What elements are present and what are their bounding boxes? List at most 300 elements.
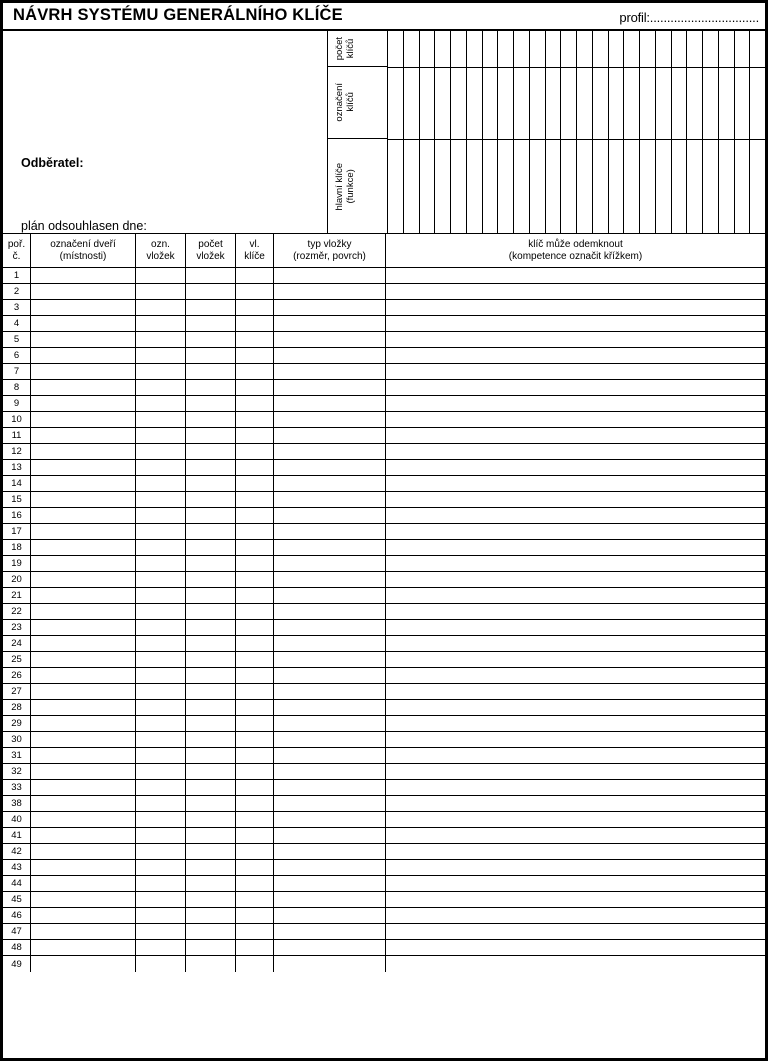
key-column-header-cell[interactable] xyxy=(388,31,404,233)
cell-door-designation[interactable] xyxy=(31,844,136,859)
cell-insert-marking[interactable] xyxy=(136,748,186,763)
row-number: 3 xyxy=(3,300,31,315)
cell-insert-marking[interactable] xyxy=(136,716,186,731)
key-column-header-cell[interactable] xyxy=(735,31,751,233)
cell-own-keys[interactable] xyxy=(236,844,274,859)
row-number: 19 xyxy=(3,556,31,571)
row-number: 41 xyxy=(3,828,31,843)
cell-insert-type[interactable] xyxy=(274,908,386,923)
cell-insert-marking[interactable] xyxy=(136,652,186,667)
cell-door-designation[interactable] xyxy=(31,828,136,843)
cell-insert-count[interactable] xyxy=(186,540,236,555)
cell-insert-type[interactable] xyxy=(274,556,386,571)
cell-door-designation[interactable] xyxy=(31,652,136,667)
cell-insert-type[interactable] xyxy=(274,380,386,395)
cell-insert-type[interactable] xyxy=(274,956,386,972)
cell-insert-marking[interactable] xyxy=(136,556,186,571)
key-column-header-cell[interactable] xyxy=(719,31,735,233)
cell-insert-marking[interactable] xyxy=(136,588,186,603)
key-column-header-cell[interactable] xyxy=(404,31,420,233)
cell-key-matrix xyxy=(386,924,765,939)
cell-insert-marking[interactable] xyxy=(136,844,186,859)
row-number: 27 xyxy=(3,684,31,699)
header-block xyxy=(3,31,765,234)
cell-door-designation[interactable] xyxy=(31,412,136,427)
table-row xyxy=(3,812,765,828)
plan-approved-label: plán odsouhlasen dne: xyxy=(21,219,147,233)
cell-own-keys[interactable] xyxy=(236,316,274,331)
cell-insert-type[interactable] xyxy=(274,588,386,603)
cell-door-designation[interactable] xyxy=(31,924,136,939)
cell-door-designation[interactable] xyxy=(31,332,136,347)
cell-insert-marking[interactable] xyxy=(136,380,186,395)
cell-insert-type[interactable] xyxy=(274,524,386,539)
cell-insert-count[interactable] xyxy=(186,316,236,331)
cell-insert-marking[interactable] xyxy=(136,732,186,747)
cell-insert-type[interactable] xyxy=(274,860,386,875)
key-column-header-cell[interactable] xyxy=(577,31,593,233)
cell-insert-count[interactable] xyxy=(186,604,236,619)
cell-insert-type[interactable] xyxy=(274,796,386,811)
cell-door-designation[interactable] xyxy=(31,460,136,475)
cell-insert-count[interactable] xyxy=(186,748,236,763)
cell-insert-count[interactable] xyxy=(186,684,236,699)
cell-insert-marking[interactable] xyxy=(136,668,186,683)
key-column-header-cell[interactable] xyxy=(593,31,609,233)
cell-insert-marking[interactable] xyxy=(136,476,186,491)
cell-own-keys[interactable] xyxy=(236,924,274,939)
cell-key-matrix xyxy=(386,604,765,619)
cell-own-keys[interactable] xyxy=(236,940,274,955)
cell-own-keys[interactable] xyxy=(236,668,274,683)
cell-own-keys[interactable] xyxy=(236,908,274,923)
cell-insert-marking[interactable] xyxy=(136,860,186,875)
key-column-header-cell[interactable] xyxy=(703,31,719,233)
cell-door-designation[interactable] xyxy=(31,364,136,379)
key-column-header-cell[interactable] xyxy=(609,31,625,233)
cell-key-matrix xyxy=(386,652,765,667)
cell-insert-count[interactable] xyxy=(186,732,236,747)
cell-door-designation[interactable] xyxy=(31,684,136,699)
cell-own-keys[interactable] xyxy=(236,812,274,827)
cell-own-keys[interactable] xyxy=(236,652,274,667)
cell-door-designation[interactable] xyxy=(31,860,136,875)
header-key-can-unlock xyxy=(386,234,765,267)
cell-insert-type[interactable] xyxy=(274,348,386,363)
cell-door-designation[interactable] xyxy=(31,780,136,795)
cell-door-designation[interactable] xyxy=(31,524,136,539)
cell-door-designation[interactable] xyxy=(31,700,136,715)
cell-insert-marking[interactable] xyxy=(136,572,186,587)
cell-insert-count[interactable] xyxy=(186,332,236,347)
row-number: 7 xyxy=(3,364,31,379)
key-column-header-cell[interactable] xyxy=(656,31,672,233)
cell-key-matrix xyxy=(386,492,765,507)
cell-insert-marking[interactable] xyxy=(136,508,186,523)
cell-insert-marking[interactable] xyxy=(136,396,186,411)
cell-insert-count[interactable] xyxy=(186,652,236,667)
key-column-divider xyxy=(467,139,482,140)
cell-own-keys[interactable] xyxy=(236,892,274,907)
cell-insert-marking[interactable] xyxy=(136,428,186,443)
key-column-header-cell[interactable] xyxy=(451,31,467,233)
cell-own-keys[interactable] xyxy=(236,476,274,491)
cell-insert-marking[interactable] xyxy=(136,636,186,651)
cell-door-designation[interactable] xyxy=(31,796,136,811)
cell-insert-type[interactable] xyxy=(274,572,386,587)
cell-door-designation[interactable] xyxy=(31,588,136,603)
cell-insert-marking[interactable] xyxy=(136,268,186,283)
cell-insert-type[interactable] xyxy=(274,620,386,635)
cell-own-keys[interactable] xyxy=(236,732,274,747)
key-column-header-cell[interactable] xyxy=(498,31,514,233)
cell-insert-type[interactable] xyxy=(274,940,386,955)
cell-insert-count[interactable] xyxy=(186,764,236,779)
cell-own-keys[interactable] xyxy=(236,444,274,459)
cell-door-designation[interactable] xyxy=(31,476,136,491)
header-order-number xyxy=(3,234,31,267)
cell-insert-type[interactable] xyxy=(274,444,386,459)
key-column-header-cell[interactable] xyxy=(624,31,640,233)
cell-own-keys[interactable] xyxy=(236,684,274,699)
key-column-header-cell[interactable] xyxy=(420,31,436,233)
cell-insert-type[interactable] xyxy=(274,412,386,427)
cell-insert-type[interactable] xyxy=(274,732,386,747)
cell-insert-marking[interactable] xyxy=(136,284,186,299)
cell-insert-marking[interactable] xyxy=(136,444,186,459)
cell-own-keys[interactable] xyxy=(236,956,274,972)
table-row xyxy=(3,876,765,892)
cell-key-matrix xyxy=(386,780,765,795)
cell-insert-marking[interactable] xyxy=(136,876,186,891)
cell-insert-marking[interactable] xyxy=(136,780,186,795)
cell-insert-count[interactable] xyxy=(186,796,236,811)
header-line1: počet xyxy=(198,238,223,250)
cell-insert-marking[interactable] xyxy=(136,316,186,331)
key-column-header-cell[interactable] xyxy=(435,31,451,233)
cell-insert-marking[interactable] xyxy=(136,540,186,555)
cell-insert-marking[interactable] xyxy=(136,604,186,619)
cell-insert-type[interactable] xyxy=(274,300,386,315)
cell-insert-count[interactable] xyxy=(186,300,236,315)
key-column-divider xyxy=(609,67,624,68)
cell-door-designation[interactable] xyxy=(31,732,136,747)
cell-insert-count[interactable] xyxy=(186,620,236,635)
cell-own-keys[interactable] xyxy=(236,764,274,779)
cell-insert-type[interactable] xyxy=(274,396,386,411)
cell-own-keys[interactable] xyxy=(236,828,274,843)
cell-insert-marking[interactable] xyxy=(136,460,186,475)
cell-insert-marking[interactable] xyxy=(136,524,186,539)
cell-insert-count[interactable] xyxy=(186,812,236,827)
key-column-header-cell[interactable] xyxy=(467,31,483,233)
cell-door-designation[interactable] xyxy=(31,636,136,651)
row-number: 8 xyxy=(3,380,31,395)
cell-door-designation[interactable] xyxy=(31,812,136,827)
cell-insert-count[interactable] xyxy=(186,284,236,299)
cell-insert-type[interactable] xyxy=(274,332,386,347)
cell-key-matrix xyxy=(386,892,765,907)
cell-insert-marking[interactable] xyxy=(136,700,186,715)
cell-insert-marking[interactable] xyxy=(136,620,186,635)
cell-door-designation[interactable] xyxy=(31,396,136,411)
cell-own-keys[interactable] xyxy=(236,348,274,363)
table-row xyxy=(3,764,765,780)
cell-own-keys[interactable] xyxy=(236,860,274,875)
cell-insert-count[interactable] xyxy=(186,572,236,587)
cell-insert-count[interactable] xyxy=(186,524,236,539)
cell-own-keys[interactable] xyxy=(236,364,274,379)
cell-insert-type[interactable] xyxy=(274,540,386,555)
cell-insert-count[interactable] xyxy=(186,364,236,379)
vlabel-line1: hlavní klíče xyxy=(334,162,345,211)
cell-insert-type[interactable] xyxy=(274,876,386,891)
cell-insert-type[interactable] xyxy=(274,428,386,443)
cell-insert-type[interactable] xyxy=(274,764,386,779)
cell-own-keys[interactable] xyxy=(236,332,274,347)
cell-door-designation[interactable] xyxy=(31,348,136,363)
header-line1: označení dveří xyxy=(50,238,116,250)
cell-own-keys[interactable] xyxy=(236,268,274,283)
cell-door-designation[interactable] xyxy=(31,892,136,907)
cell-insert-count[interactable] xyxy=(186,508,236,523)
cell-insert-count[interactable] xyxy=(186,828,236,843)
cell-door-designation[interactable] xyxy=(31,300,136,315)
key-column-divider xyxy=(530,67,545,68)
table-row xyxy=(3,684,765,700)
cell-insert-marking[interactable] xyxy=(136,892,186,907)
cell-insert-type[interactable] xyxy=(274,284,386,299)
cell-key-matrix xyxy=(386,668,765,683)
cell-insert-type[interactable] xyxy=(274,892,386,907)
cell-door-designation[interactable] xyxy=(31,268,136,283)
row-number: 26 xyxy=(3,668,31,683)
cell-door-designation[interactable] xyxy=(31,604,136,619)
cell-insert-marking[interactable] xyxy=(136,492,186,507)
cell-insert-count[interactable] xyxy=(186,876,236,891)
cell-insert-type[interactable] xyxy=(274,684,386,699)
cell-own-keys[interactable] xyxy=(236,716,274,731)
cell-own-keys[interactable] xyxy=(236,460,274,475)
cell-insert-marking[interactable] xyxy=(136,956,186,972)
cell-own-keys[interactable] xyxy=(236,636,274,651)
cell-own-keys[interactable] xyxy=(236,396,274,411)
cell-insert-marking[interactable] xyxy=(136,364,186,379)
cell-insert-count[interactable] xyxy=(186,940,236,955)
cell-own-keys[interactable] xyxy=(236,556,274,571)
vertical-label-key-marking xyxy=(328,67,387,139)
row-number: 11 xyxy=(3,428,31,443)
cell-door-designation[interactable] xyxy=(31,748,136,763)
cell-insert-count[interactable] xyxy=(186,460,236,475)
cell-own-keys[interactable] xyxy=(236,300,274,315)
cell-insert-type[interactable] xyxy=(274,268,386,283)
table-row xyxy=(3,508,765,524)
key-column-divider xyxy=(750,67,765,68)
key-column-header-cell[interactable] xyxy=(530,31,546,233)
cell-door-designation[interactable] xyxy=(31,556,136,571)
cell-insert-marking[interactable] xyxy=(136,924,186,939)
key-column-header-cell[interactable] xyxy=(750,31,765,233)
cell-door-designation[interactable] xyxy=(31,508,136,523)
cell-door-designation[interactable] xyxy=(31,956,136,972)
cell-insert-count[interactable] xyxy=(186,924,236,939)
cell-insert-count[interactable] xyxy=(186,428,236,443)
cell-insert-type[interactable] xyxy=(274,924,386,939)
cell-door-designation[interactable] xyxy=(31,380,136,395)
cell-key-matrix xyxy=(386,684,765,699)
cell-own-keys[interactable] xyxy=(236,588,274,603)
cell-insert-count[interactable] xyxy=(186,412,236,427)
customer-label: Odběratel: xyxy=(21,156,84,170)
cell-insert-type[interactable] xyxy=(274,844,386,859)
cell-insert-type[interactable] xyxy=(274,604,386,619)
cell-insert-count[interactable] xyxy=(186,636,236,651)
cell-door-designation[interactable] xyxy=(31,764,136,779)
cell-insert-type[interactable] xyxy=(274,476,386,491)
key-column-header-cell[interactable] xyxy=(561,31,577,233)
cell-door-designation[interactable] xyxy=(31,876,136,891)
cell-door-designation[interactable] xyxy=(31,428,136,443)
cell-insert-type[interactable] xyxy=(274,460,386,475)
cell-insert-count[interactable] xyxy=(186,348,236,363)
cell-door-designation[interactable] xyxy=(31,492,136,507)
cell-insert-type[interactable] xyxy=(274,716,386,731)
cell-insert-count[interactable] xyxy=(186,700,236,715)
key-column-divider xyxy=(530,139,545,140)
cell-insert-count[interactable] xyxy=(186,492,236,507)
cell-insert-count[interactable] xyxy=(186,716,236,731)
cell-insert-type[interactable] xyxy=(274,364,386,379)
cell-insert-count[interactable] xyxy=(186,556,236,571)
cell-insert-marking[interactable] xyxy=(136,828,186,843)
key-column-divider xyxy=(640,67,655,68)
cell-own-keys[interactable] xyxy=(236,876,274,891)
key-column-header-cell[interactable] xyxy=(546,31,562,233)
profile-field-label[interactable]: profil:................................ xyxy=(619,10,759,25)
cell-insert-type[interactable] xyxy=(274,652,386,667)
key-column-header-cell[interactable] xyxy=(483,31,499,233)
key-column-header-cell[interactable] xyxy=(687,31,703,233)
key-column-header-cell[interactable] xyxy=(514,31,530,233)
cell-insert-count[interactable] xyxy=(186,780,236,795)
cell-door-designation[interactable] xyxy=(31,716,136,731)
cell-own-keys[interactable] xyxy=(236,380,274,395)
cell-own-keys[interactable] xyxy=(236,540,274,555)
cell-insert-count[interactable] xyxy=(186,396,236,411)
key-column-header-cell[interactable] xyxy=(672,31,688,233)
cell-insert-marking[interactable] xyxy=(136,332,186,347)
cell-door-designation[interactable] xyxy=(31,908,136,923)
cell-own-keys[interactable] xyxy=(236,700,274,715)
row-number: 22 xyxy=(3,604,31,619)
cell-insert-type[interactable] xyxy=(274,492,386,507)
cell-insert-marking[interactable] xyxy=(136,812,186,827)
cell-door-designation[interactable] xyxy=(31,444,136,459)
cell-own-keys[interactable] xyxy=(236,604,274,619)
cell-insert-count[interactable] xyxy=(186,860,236,875)
key-column-header-cell[interactable] xyxy=(640,31,656,233)
cell-insert-marking[interactable] xyxy=(136,412,186,427)
cell-own-keys[interactable] xyxy=(236,284,274,299)
row-number: 44 xyxy=(3,876,31,891)
cell-own-keys[interactable] xyxy=(236,524,274,539)
table-row xyxy=(3,476,765,492)
cell-door-designation[interactable] xyxy=(31,668,136,683)
cell-own-keys[interactable] xyxy=(236,620,274,635)
cell-door-designation[interactable] xyxy=(31,316,136,331)
row-number: 14 xyxy=(3,476,31,491)
header-line2: vložek xyxy=(196,250,225,262)
cell-door-designation[interactable] xyxy=(31,620,136,635)
cell-door-designation[interactable] xyxy=(31,284,136,299)
cell-insert-type[interactable] xyxy=(274,668,386,683)
cell-insert-marking[interactable] xyxy=(136,684,186,699)
cell-insert-type[interactable] xyxy=(274,700,386,715)
cell-key-matrix xyxy=(386,732,765,747)
cell-insert-marking[interactable] xyxy=(136,940,186,955)
cell-insert-count[interactable] xyxy=(186,844,236,859)
cell-insert-count[interactable] xyxy=(186,908,236,923)
cell-insert-type[interactable] xyxy=(274,636,386,651)
cell-insert-marking[interactable] xyxy=(136,764,186,779)
cell-insert-type[interactable] xyxy=(274,748,386,763)
cell-insert-count[interactable] xyxy=(186,380,236,395)
cell-door-designation[interactable] xyxy=(31,572,136,587)
cell-own-keys[interactable] xyxy=(236,572,274,587)
cell-insert-count[interactable] xyxy=(186,668,236,683)
row-number: 21 xyxy=(3,588,31,603)
row-number: 45 xyxy=(3,892,31,907)
cell-own-keys[interactable] xyxy=(236,796,274,811)
key-column-divider xyxy=(577,67,592,68)
cell-key-matrix xyxy=(386,380,765,395)
cell-own-keys[interactable] xyxy=(236,412,274,427)
row-number: 6 xyxy=(3,348,31,363)
cell-door-designation[interactable] xyxy=(31,940,136,955)
cell-insert-count[interactable] xyxy=(186,444,236,459)
cell-insert-count[interactable] xyxy=(186,588,236,603)
header-door-designation xyxy=(31,234,136,267)
cell-own-keys[interactable] xyxy=(236,780,274,795)
cell-insert-marking[interactable] xyxy=(136,796,186,811)
row-number: 4 xyxy=(3,316,31,331)
cell-insert-count[interactable] xyxy=(186,476,236,491)
cell-own-keys[interactable] xyxy=(236,748,274,763)
cell-insert-count[interactable] xyxy=(186,892,236,907)
cell-insert-marking[interactable] xyxy=(136,908,186,923)
cell-insert-type[interactable] xyxy=(274,780,386,795)
header-line1: klíč může odemknout xyxy=(528,238,623,250)
cell-insert-marking[interactable] xyxy=(136,300,186,315)
cell-insert-type[interactable] xyxy=(274,812,386,827)
cell-own-keys[interactable] xyxy=(236,508,274,523)
cell-own-keys[interactable] xyxy=(236,492,274,507)
key-column-divider xyxy=(672,67,687,68)
cell-insert-type[interactable] xyxy=(274,316,386,331)
key-column-divider xyxy=(703,67,718,68)
cell-insert-type[interactable] xyxy=(274,508,386,523)
table-row xyxy=(3,572,765,588)
cell-door-designation[interactable] xyxy=(31,540,136,555)
cell-own-keys[interactable] xyxy=(236,428,274,443)
cell-insert-marking[interactable] xyxy=(136,348,186,363)
cell-insert-type[interactable] xyxy=(274,828,386,843)
row-number: 47 xyxy=(3,924,31,939)
cell-insert-count[interactable] xyxy=(186,956,236,972)
table-row xyxy=(3,444,765,460)
cell-insert-count[interactable] xyxy=(186,268,236,283)
